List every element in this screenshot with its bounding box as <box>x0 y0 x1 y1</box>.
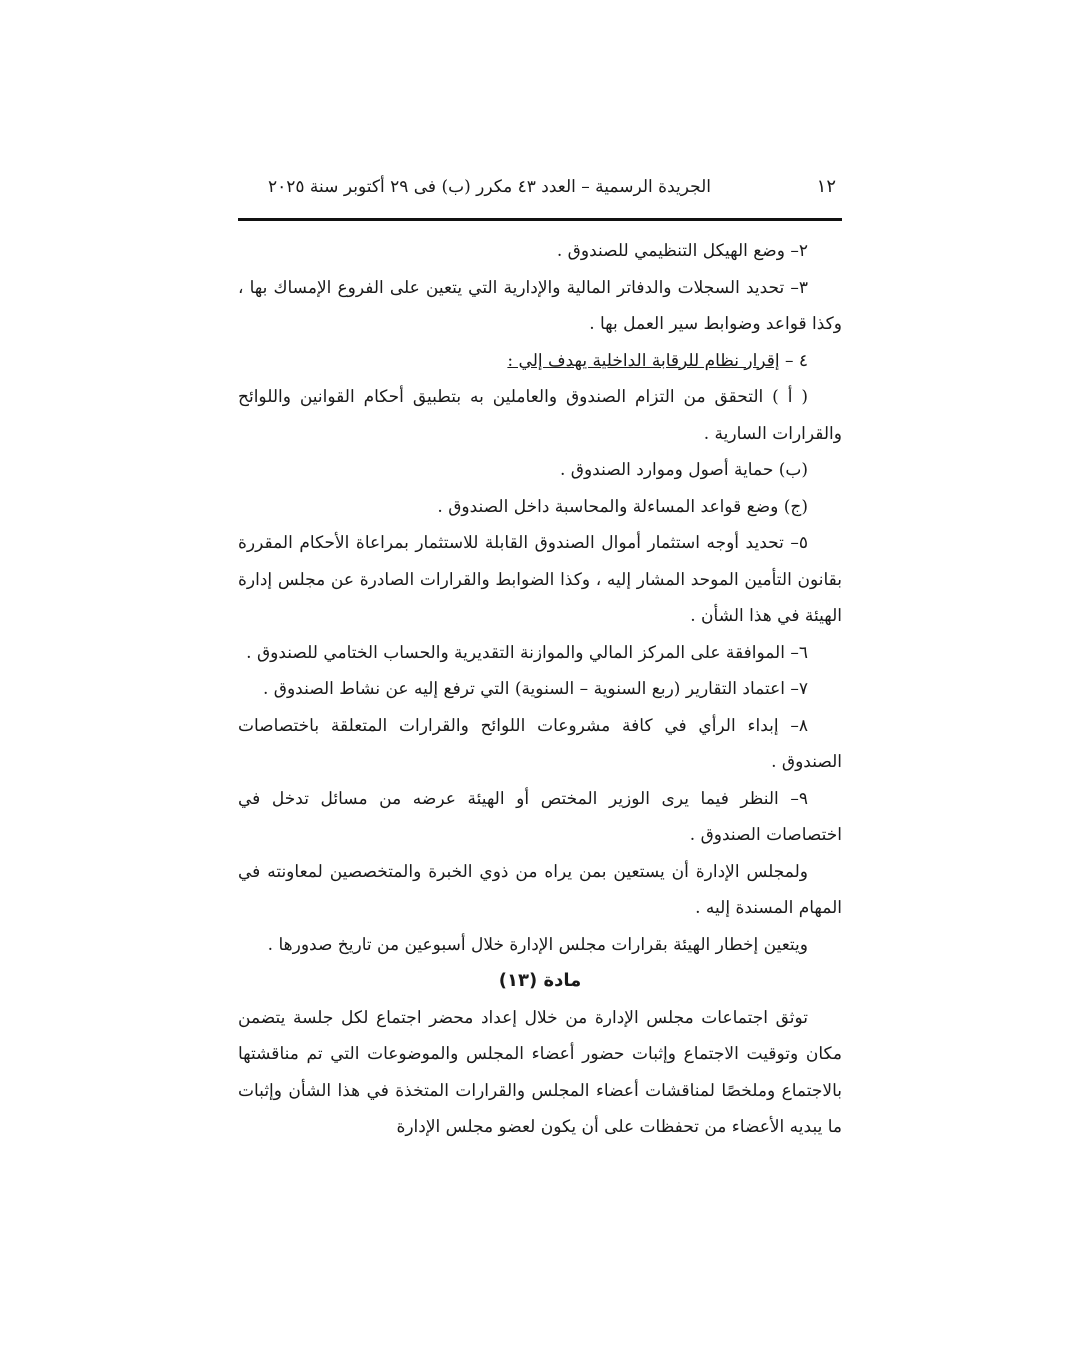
gazette-header <box>238 176 842 210</box>
item-4-c: (ج) وضع قواعد المساءلة والمحاسبة داخل الصندوق . <box>437 496 808 517</box>
item-4-heading: إقرار نظام للرقابة الداخلية يهدف إلي : <box>507 350 780 371</box>
item-7: ٧– اعتماد التقارير (ربع السنوية – السنوية) التي ترفع إليه عن نشاط الصندوق . <box>262 679 808 699</box>
paragraph-experts: ولمجلس الإدارة أن يستعين بمن يراه من ذوي الخبرة والمتخصصين لمعاونته في المهام المسندة إليه . <box>238 861 842 918</box>
item-2: ٢– وضع الهيكل التنظيمي للصندوق . <box>556 241 808 261</box>
page-number: ١٢ <box>816 176 836 197</box>
item-4-a: ( أ ) التحقق من التزام الصندوق والعاملين به بتطبيق أحكام القوانين واللوائح والقرارات السارية . <box>238 387 842 444</box>
gazette-title: الجريدة الرسمية – العدد ٤٣ مكرر (ب) فى ٢٩ أكتوبر سنة ٢٠٢٥ <box>268 177 712 197</box>
item-6: ٦– الموافقة على المركز المالي والموازنة التقديرية والحساب الختامي للصندوق . <box>246 642 808 663</box>
article-13-text: توثق اجتماعات مجلس الإدارة من خلال إعداد محضر اجتماع لكل جلسة يتضمن مكان وتوقيت الاجتماع وإثبات حضور أعضاء المجلس والموضوعات التي تم مناقشتها بالاجتماع وملخصًا لمناقشات أعضاء المجلس والقرارات المتخذة في هذا الشأن وإثبات ما يبديه الأعضاء من تحفظات على أن يكون لعضو مجلس الإدارة <box>238 1007 843 1137</box>
item-5: ٥– تحديد أوجه استثمار أموال الصندوق القابلة للاستثمار بمراعاة الأحكام المقررة بقانون التأمين الموحد المشار إليه ، وكذا الضوابط والقرارات الصادرة عن مجلس إدارة الهيئة في هذا الشأن . <box>238 533 842 626</box>
item-8: ٨– إبداء الرأي في كافة مشروعات اللوائح والقرارات المتعلقة باختصاصات الصندوق . <box>238 715 842 772</box>
paragraph-notification: ويتعين إخطار الهيئة بقرارات مجلس الإدارة خلال أسبوعين من تاريخ صدورها . <box>267 934 808 955</box>
document-body <box>238 233 842 1146</box>
item-4-b: (ب) حماية أصول وموارد الصندوق . <box>559 460 808 480</box>
item-3: ٣– تحديد السجلات والدفاتر المالية والإدارية التي يتعين على الفروع الإمساك بها ، وكذا قواعد وضوابط سير العمل بها . <box>238 277 842 334</box>
item-4-number: ٤ – <box>779 350 808 371</box>
item-9: ٩– النظر فيما يرى الوزير المختص أو الهيئة عرضه من مسائل تدخل في اختصاصات الصندوق . <box>238 788 842 845</box>
item-4 <box>238 343 842 380</box>
header-rule <box>238 218 842 221</box>
article-title: مادة (١٣) <box>498 970 582 991</box>
document-page <box>238 176 842 1146</box>
